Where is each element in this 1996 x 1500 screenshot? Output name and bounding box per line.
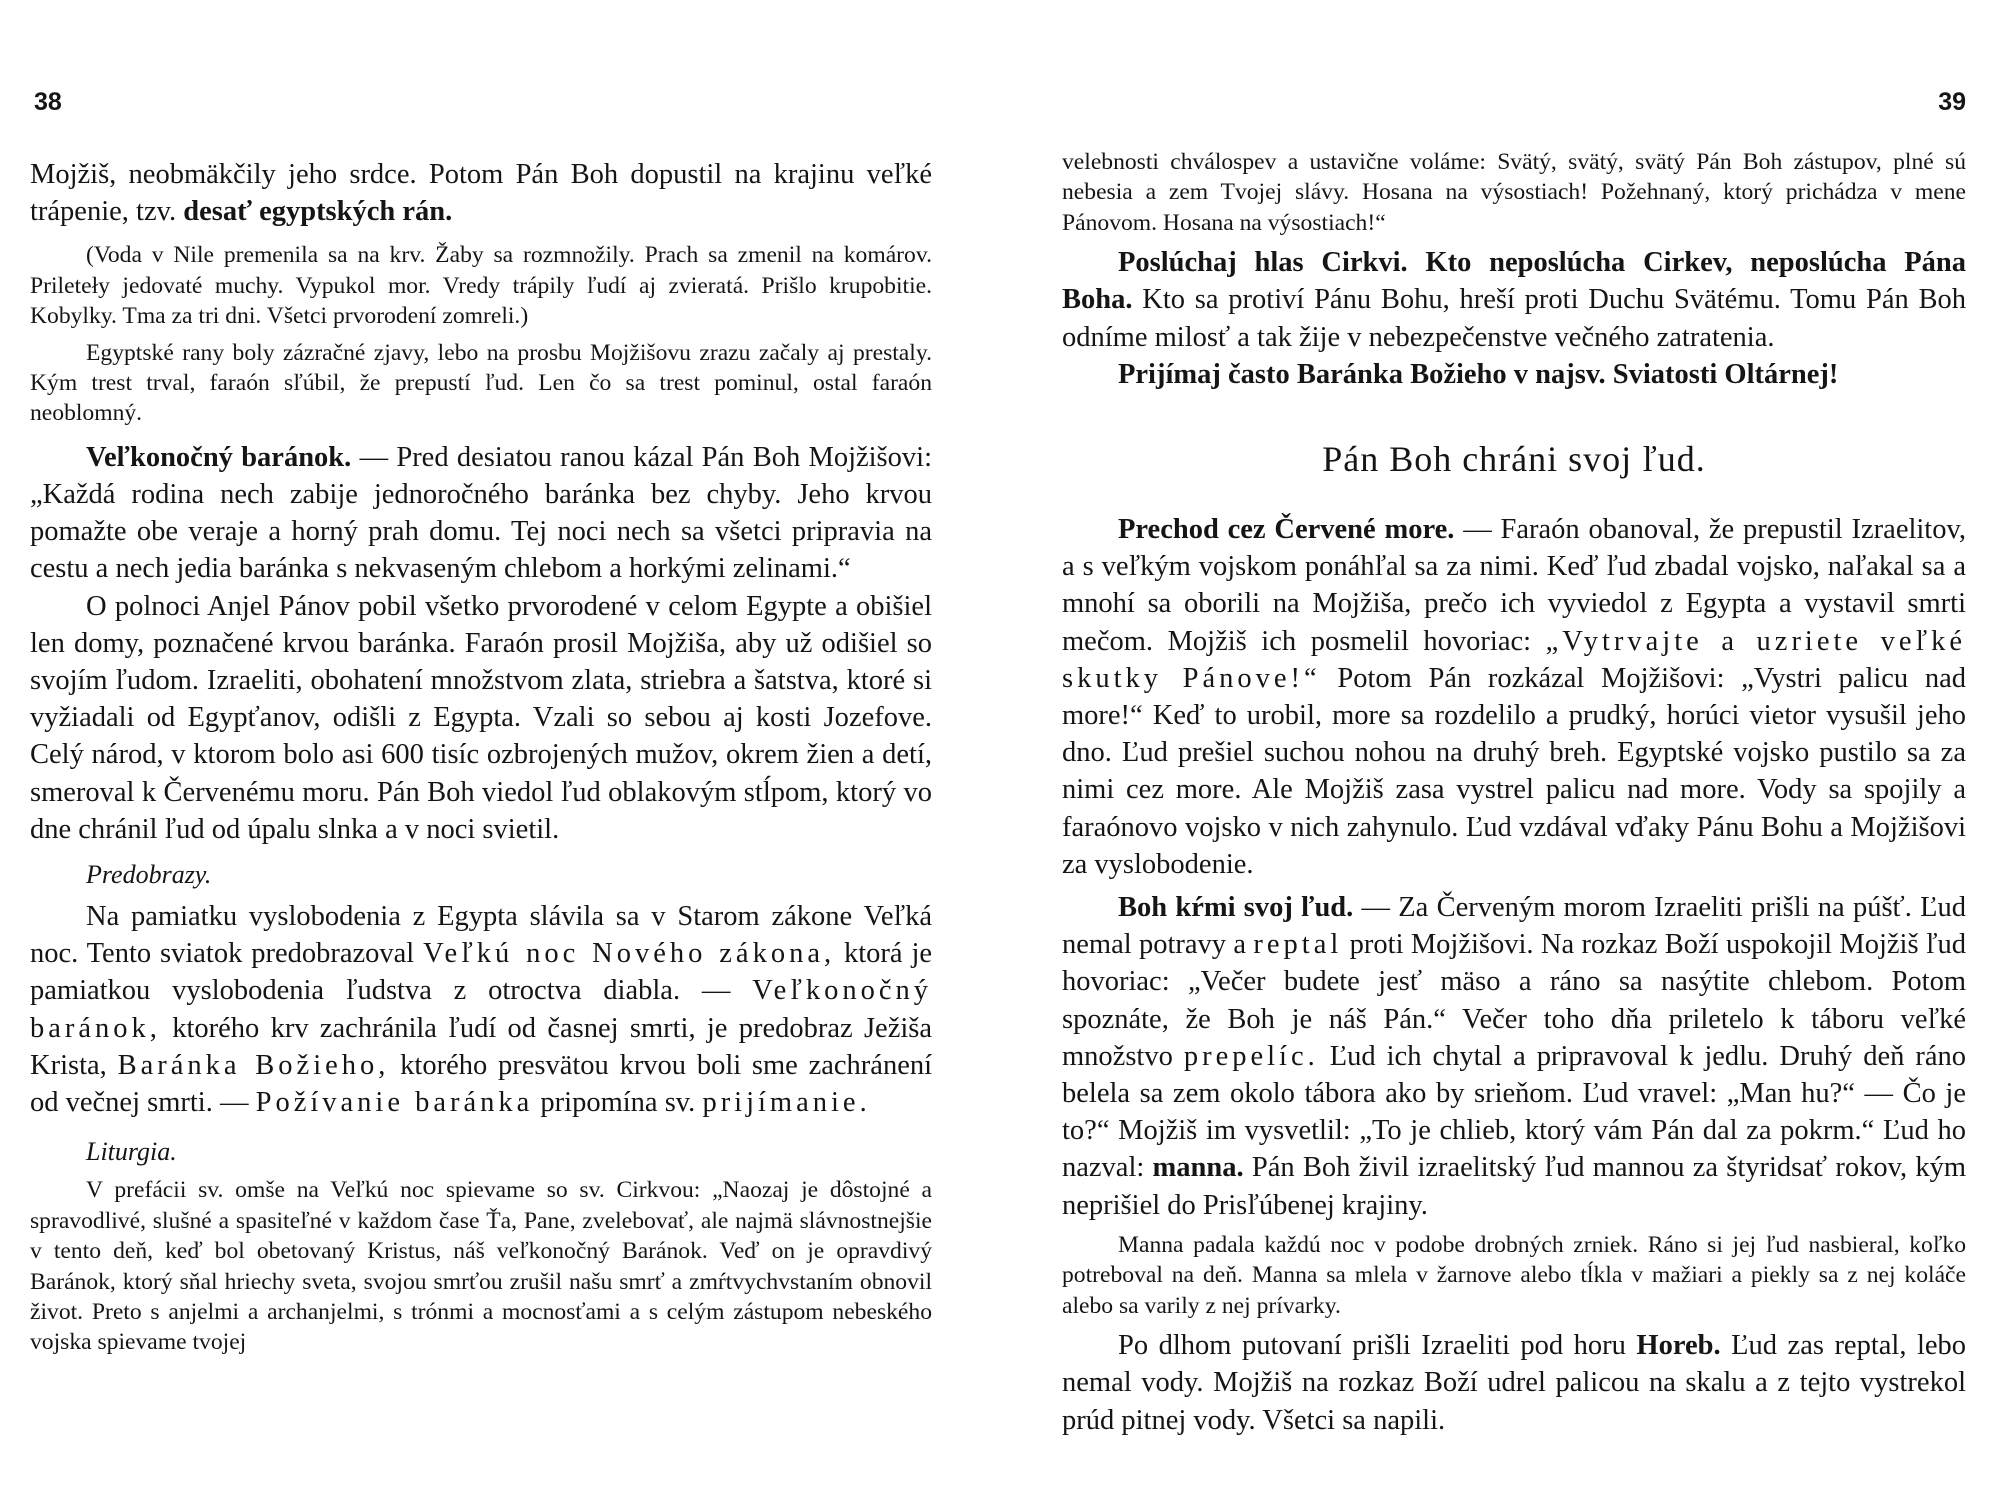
paragraph (1062, 889, 1966, 1224)
paragraph (1062, 1327, 1966, 1439)
paragraph (1062, 511, 1966, 883)
paragraph-text: Po dlhom putovaní prišli Izraeliti pod horu (1118, 1330, 1626, 1362)
small-print-paragraph: velebnosti chválospev a ustavične voláme: Svätý, svätý, svätý Pán Boh zástupov, plné sú nebesia a zem Tvojej slávy. Hosana na výsostiach! Požehnaný, ktorý prichádza v mene Pánovom. Hosana na výsostiach!“ (1062, 149, 1966, 236)
bold-phrase: Poslúchaj hlas Cirkvi. Kto neposlúcha Cirkev, neposlúcha Pána Boha. (1062, 247, 1966, 316)
paragraph-text: Mojžiš, neobmäkčily jeho srdce. Potom Pán Boh dopustil na krajinu veľké trápenie, tzv. (30, 159, 932, 228)
paragraph (30, 156, 932, 230)
spaced-phrase: Baránka Božieho, (117, 1049, 390, 1081)
small-print-paragraph: (Voda v Nile premenila sa na krv. Žaby sa rozmnožily. Prach sa zmenil na komárov. Prileteły jedovaté muchy. Vypukol mor. Vredy trápily ľudí aj zvieratá. Prišlo krupobitie. Kobylky. Tma za tri dni. Všetci prvorodení zomreli.) (30, 242, 932, 330)
subheading-predobrazy: Predobrazy. (86, 860, 212, 890)
section-heading: Prechod cez Červené more. (1118, 514, 1455, 546)
paragraph: O polnoci Anjel Pánov pobil všetko prvorodené v celom Egypte a obišiel len domy, poznačené krvou baránka. Faraón prosil Mojžiša, aby už odišiel so svojím ľudom. Izraeliti, obohatení množstvom zlata, striebra a šatstva, ktoré si vyžiadali od Egypťanov, odišli z Egypta. Vzali so sebou aj kosti Jozefove. Celý národ, v ktorom bolo asi 600 tisíc ozbrojených mužov, okrem žien a detí, smeroval k Červenému moru. Pán Boh viedol ľud oblakovým stĺpom, ktorý vo dne chránil ľud od úpalu slnka a v noci svietil. (30, 590, 932, 845)
page-number: 38 (34, 88, 62, 116)
left-text-column (30, 156, 932, 1358)
chapter-title: Pán Boh chráni svoj ľud. (1322, 439, 1706, 480)
small-print-paragraph: Egyptské rany boly zázračné zjavy, lebo na prosbu Mojžišovu zrazu začaly aj prestaly. Kým trest trval, faraón sľúbil, že prepustí ľud. Len čo sa trest pominul, ostal faraón neoblomný. (30, 339, 932, 427)
paragraph-text: ktorého presvätou krvou boli sme zachránení od večnej smrti. — (30, 1049, 933, 1119)
subheading-liturgia: Liturgia. (86, 1137, 177, 1167)
section-heading: Veľkonočný baránok. (86, 441, 352, 473)
bold-phrase: manna. (1152, 1152, 1244, 1184)
paragraph-text: proti Mojžišovi. Na rozkaz Boží uspokojil Mojžiš ľud hovoriac: „Večer budete jesť mäso a ráno sa nasýtite chlebom. Potom spoznáte, že Boh je náš Pán.“ Večer toho dňa priletelo k táboru veľké množstvo (1062, 929, 1966, 1072)
paragraph-text: Ľud ich chytal a pripravoval k jedlu. Druhý deň ráno belela sa zem okolo tábora ako by srieňom. Ľud vravel: „Man hu?“ — Čo je to?“ Mojžiš im vysvetlil: „To je chlieb, ktorý vám Pán dal za pokrm.“ Ľud ho nazval: (1062, 1040, 1967, 1184)
right-text-column (1062, 147, 1966, 1439)
spaced-phrase: Veľkonočný baránok, (30, 975, 933, 1044)
spaced-phrase: Veľkú noc Nového zákona, (423, 938, 836, 970)
paragraph-text: Pán Boh živil izraelitský ľud mannou za štyridsať rokov, kým neprišiel do Prisľúbenej krajiny. (1062, 1152, 1966, 1221)
paragraph-text: ktorého krv zachránila ľudí od časnej smrti, je predobraz Ježiša Krista, (30, 1012, 933, 1081)
paragraph-text: pripomína sv. (540, 1087, 696, 1119)
bold-phrase: desať egyptských rán. (183, 196, 453, 228)
paragraph (1062, 244, 1966, 356)
spaced-phrase: „Vytrvajte a uzriete veľké skutky Pánove!“ (1062, 625, 1967, 694)
small-print-paragraph: Manna padala každú noc v podobe drobných zrniek. Ráno si jej ľud nasbieral, koľko potreboval na deň. Manna sa mlela v žarnove alebo tĺkla v mažiari a piekly sa z nej koláče alebo sa varily z nej prívarky. (1062, 1231, 1966, 1319)
section-heading: Boh kŕmi svoj ľud. (1118, 892, 1354, 924)
paragraph (30, 439, 932, 588)
paragraph-text: — Za Červeným morom Izraeliti prišli na púšť. Ľud nemal potravy a (1062, 892, 1966, 961)
bold-phrase: Horeb. (1636, 1330, 1721, 1362)
paragraph-text: — Faraón obanoval, že prepustil Izraelitov, a s veľkým vojskom ponáhľal sa za nimi. Keď ľud zbadal vojsko, naľakal sa a mnohí sa oborili na Mojžiša, prečo ich vyviedol z Egypta a vystavil smrti mečom. Mojžiš ich posmelil hovoriac: (1062, 514, 1967, 657)
spaced-phrase: reptal (1253, 929, 1343, 961)
spaced-phrase: Požívanie baránka (255, 1087, 534, 1119)
paragraph-text: Potom Pán rozkázal Mojžišovi: „Vystri palicu nad more!“ Keď to urobil, more sa rozdelilo a prudký, horúci vietor vysušil jeho dno. Ľud prešiel suchou nohou na druhý breh. Egyptské vojsko pustilo sa za nimi cez more. Ale Mojžiš zasa vystrel palicu nad more. Vody sa spojily a faraónovo vojsko v nich zahynulo. Ľud vzdával vďaky Pánu Bohu a Mojžišovi za vyslobodenie. (1062, 662, 1966, 880)
paragraph (30, 898, 932, 1121)
paragraph-text: ktorá je pamiatkou vyslobodenia ľudstva z otroctva diabla. — (30, 938, 933, 1007)
page-number: 39 (1938, 88, 1966, 116)
small-print-paragraph: V prefácii sv. omše na Veľkú noc spievame so sv. Cirkvou: „Naozaj je dôstojné a spravodlivé, slušné a spasiteľné v každom čase Ťa, Pane, zvelebovať, ale najmä slávnostnejšie v tento deň, keď bol obetovaný Kristus, náš veľkonočný Baránok. Veď on je opravdivý Baránok, ktorý sňal hriechy sveta, svojou smrťou zrušil našu smrť a zmŕtvychvstaním obnovil život. Preto s anjelmi a archanjelmi, s trónmi a mocnosťami a s celým zástupom nebeského vojska spievame tvojej (30, 1177, 932, 1356)
spaced-phrase: prijímanie. (702, 1087, 871, 1119)
paragraph-text: Na pamiatku vyslobodenia z Egypta slávila sa v Starom zákone Veľká noc. Tento sviatok predobrazoval (30, 901, 932, 970)
paragraph-text: — Pred desiatou ranou kázal Pán Boh Mojžišovi: „Každá rodina nech zabije jednoročného baránka bez chyby. Jeho krvou pomažte obe veraje a horný prah domu. Tej noci nech sa všetci pripravia na cestu a nech jedia baránka s nekvaseným chlebom a horkými zelinami.“ (30, 441, 932, 585)
spaced-phrase: prepelíc. (1183, 1040, 1319, 1072)
paragraph-text: Ľud zas reptal, lebo nemal vody. Mojžiš na rozkaz Boží udrel palicou na skalu a z tejto vystrekol prúd pitnej vody. Všetci sa napili. (1062, 1330, 1967, 1436)
exhortation: Prijímaj často Baránka Božieho v najsv. Sviatosti Oltárnej! (1118, 358, 1839, 390)
paragraph-text: Kto sa protiví Pánu Bohu, hreší proti Duchu Svätému. Tomu Pán Boh odníme milosť a tak žije v nebezpečenstve večného zatratenia. (1062, 284, 1967, 353)
